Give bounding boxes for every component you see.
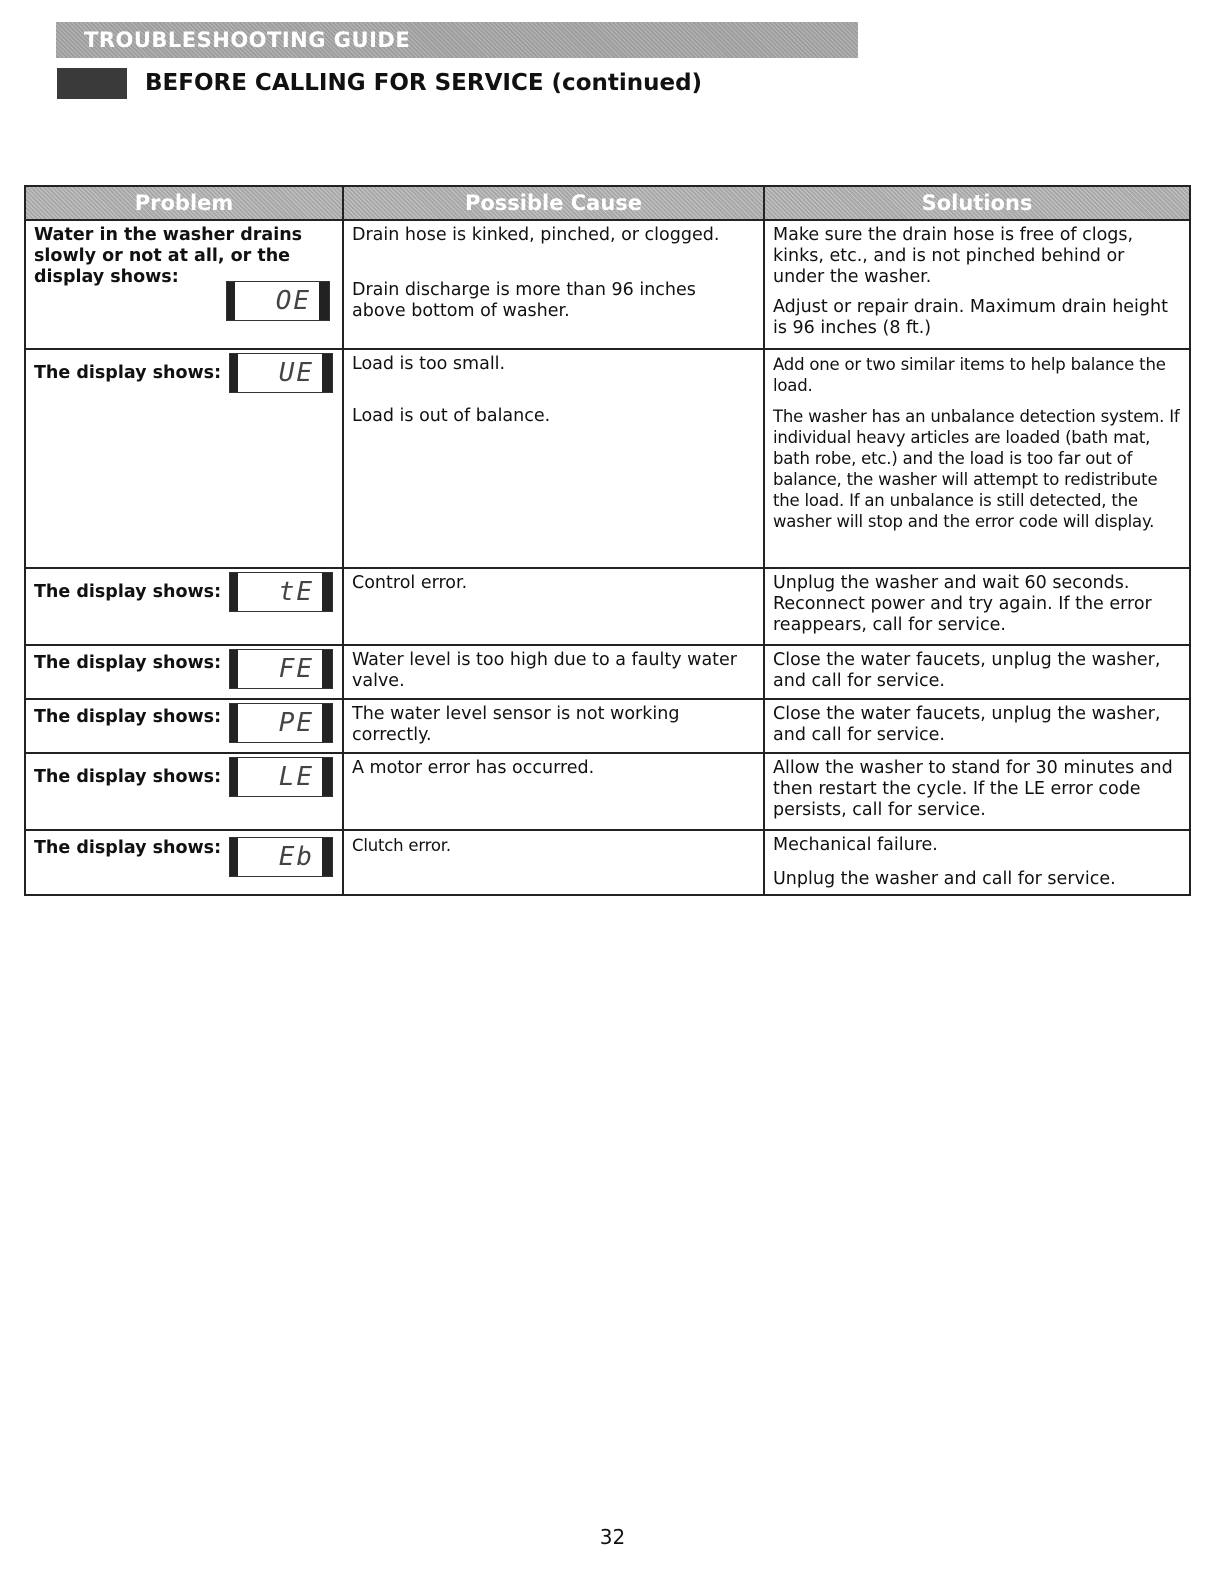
cause-cell	[343, 753, 764, 830]
solution-cell	[764, 753, 1190, 830]
solution-text: Adjust or repair drain. Maximum drain height is 96 inches (8 ft.)	[773, 297, 1168, 338]
problem-text: The display shows:	[34, 653, 222, 673]
problem-cell	[25, 645, 343, 699]
section-banner	[56, 22, 858, 58]
solution-text: Unplug the washer and wait 60 seconds. Reconnect power and try again. If the error reappears, call for service.	[773, 573, 1152, 635]
table-row	[25, 699, 1190, 753]
problem-text: The display shows:	[34, 363, 222, 383]
error-code-display	[229, 837, 333, 877]
error-code-display	[229, 703, 333, 743]
cause-text: Drain discharge is more than 96 inches above bottom of washer.	[352, 280, 696, 321]
banner-title: TROUBLESHOOTING GUIDE	[84, 28, 411, 52]
solution-cell	[764, 699, 1190, 753]
table-row	[25, 645, 1190, 699]
solution-text: The washer has an unbalance detection system. If individual heavy articles are loaded (bath mat, bath robe, etc.) and the load is too far out of balance, the washer will attempt to redistribute the load. If an unbalance is still detected, the washer will stop and the error code will display.	[773, 407, 1180, 531]
problem-text: The display shows:	[34, 838, 222, 858]
problem-cell	[25, 220, 343, 349]
cause-cell	[343, 568, 764, 645]
table-row	[25, 220, 1190, 349]
error-code-display	[229, 649, 333, 689]
problem-cell	[25, 699, 343, 753]
cause-cell	[343, 830, 764, 895]
table-row	[25, 753, 1190, 830]
solution-text: Allow the washer to stand for 30 minutes and then restart the cycle. If the LE error code persists, call for service.	[773, 758, 1173, 820]
error-code-display	[229, 353, 333, 393]
table-row	[25, 568, 1190, 645]
error-code-display	[229, 757, 333, 797]
cause-text: Water level is too high due to a faulty water valve.	[352, 650, 737, 691]
solution-cell	[764, 349, 1190, 568]
page-number: 32	[599, 1525, 626, 1549]
problem-cell	[25, 568, 343, 645]
column-header-problem: Problem	[25, 186, 343, 220]
cause-text: A motor error has occurred.	[352, 758, 595, 778]
table-header-row	[25, 186, 1190, 220]
solution-text: Close the water faucets, unplug the washer, and call for service.	[773, 704, 1161, 745]
solution-text: Mechanical failure.	[773, 835, 938, 855]
problem-cell	[25, 753, 343, 830]
section-marker-block	[57, 68, 127, 99]
cause-text: Load is too small.	[352, 354, 506, 374]
cause-text: Clutch error.	[352, 836, 451, 855]
solution-cell	[764, 830, 1190, 895]
cause-text: Drain hose is kinked, pinched, or clogged.	[352, 225, 720, 245]
error-code: FE	[278, 653, 315, 684]
error-code: LE	[278, 761, 315, 792]
solution-text: Make sure the drain hose is free of clogs, kinks, etc., and is not pinched behind or under the washer.	[773, 225, 1134, 287]
cause-cell	[343, 220, 764, 349]
cause-cell	[343, 349, 764, 568]
problem-text: Water in the washer drains slowly or not at all, or the display shows:	[34, 225, 303, 287]
problem-text: The display shows:	[34, 767, 222, 787]
error-code: PE	[278, 707, 315, 738]
problem-text: The display shows:	[34, 582, 222, 602]
solution-cell	[764, 568, 1190, 645]
column-header-solutions: Solutions	[764, 186, 1190, 220]
error-code-display	[229, 572, 333, 612]
table-row	[25, 349, 1190, 568]
column-header-cause: Possible Cause	[343, 186, 764, 220]
cause-text: Load is out of balance.	[352, 406, 551, 426]
error-code: UE	[278, 357, 315, 388]
error-code-display	[226, 281, 330, 321]
troubleshooting-table	[24, 185, 1191, 896]
solution-text: Add one or two similar items to help balance the load.	[773, 355, 1166, 395]
cause-text: The water level sensor is not working correctly.	[352, 704, 680, 745]
solution-text: Close the water faucets, unplug the washer, and call for service.	[773, 650, 1161, 691]
solution-cell	[764, 645, 1190, 699]
error-code: OE	[275, 285, 311, 316]
cause-text: Control error.	[352, 573, 468, 593]
problem-cell	[25, 830, 343, 895]
cause-cell	[343, 645, 764, 699]
error-code: Eb	[278, 841, 315, 872]
solution-text: Unplug the washer and call for service.	[773, 869, 1116, 889]
table-row	[25, 830, 1190, 895]
cause-cell	[343, 699, 764, 753]
problem-text: The display shows:	[34, 707, 222, 727]
error-code: tE	[278, 576, 315, 607]
section-title: BEFORE CALLING FOR SERVICE (continued)	[145, 70, 703, 96]
solution-cell	[764, 220, 1190, 349]
problem-cell	[25, 349, 343, 568]
